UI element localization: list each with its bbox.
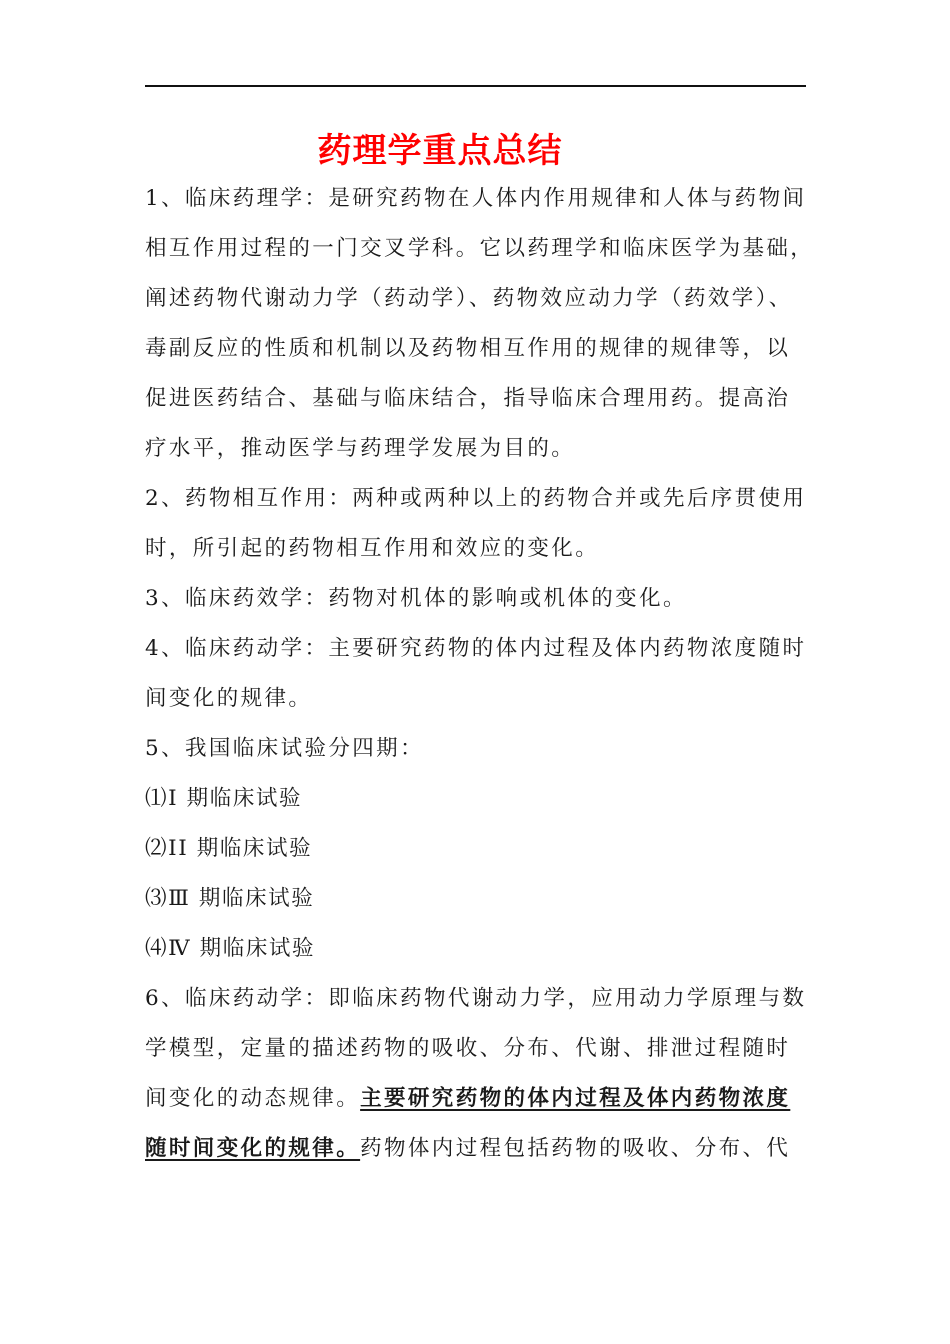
text-line: 阐述药物代谢动力学（药动学）、药物效应动力学（药效学）、	[145, 286, 793, 311]
plain-text: 间变化的动态规律。	[145, 1086, 361, 1111]
emphasis-text: 主要研究药物的体内过程及体内药物浓度	[360, 1086, 791, 1111]
text-line: 5、我国临床试验分四期：	[145, 736, 424, 761]
page-title: 药理学重点总结	[317, 131, 563, 171]
text-line: 促进医药结合、基础与临床结合，指导临床合理用药。提高治	[145, 386, 791, 411]
emphasis-text: 随时间变化的规律。	[145, 1136, 361, 1161]
text-line	[145, 1084, 810, 1114]
text-line: 6、临床药动学：即临床药物代谢动力学，应用动力学原理与数	[145, 986, 807, 1011]
text-line: 疗水平，推动医学与药理学发展为目的。	[145, 436, 576, 461]
list-item: ⑶Ⅲ 期临床试验	[145, 886, 315, 911]
list-item: ⑷Ⅳ 期临床试验	[145, 936, 316, 961]
list-item: ⑵ⅠI 期临床试验	[145, 836, 313, 861]
text-line: 4、临床药动学：主要研究药物的体内过程及体内药物浓度随时	[145, 636, 807, 661]
text-line: 2、药物相互作用：两种或两种以上的药物合并或先后序贯使用	[145, 486, 807, 511]
text-line: 毒副反应的性质和机制以及药物相互作用的规律的规律等，以	[145, 336, 791, 361]
list-item: ⑴Ⅰ 期临床试验	[145, 786, 303, 811]
text-line: 相互作用过程的一门交叉学科。它以药理学和临床医学为基础，	[145, 236, 815, 261]
text-line: 1、临床药理学：是研究药物在人体内作用规律和人体与药物间	[145, 186, 807, 211]
plain-text: 药物体内过程包括药物的吸收、分布、代	[360, 1136, 791, 1161]
text-line: 时，所引起的药物相互作用和效应的变化。	[145, 536, 600, 561]
header-rule	[145, 85, 806, 87]
text-line: 间变化的规律。	[145, 686, 313, 711]
text-line: 学模型，定量的描述药物的吸收、分布、代谢、排泄过程随时	[145, 1036, 791, 1061]
text-line: 3、临床药效学：药物对机体的影响或机体的变化。	[145, 586, 687, 611]
text-line	[145, 1134, 810, 1164]
